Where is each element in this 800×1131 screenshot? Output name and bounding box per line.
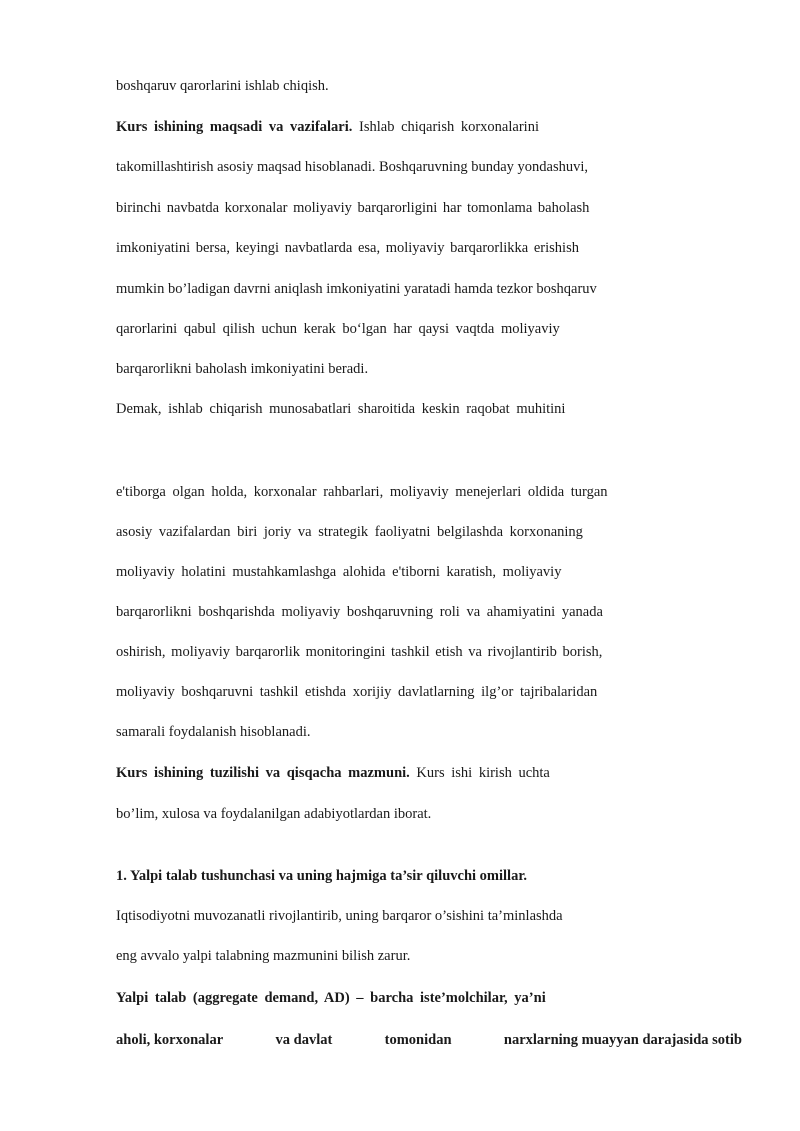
goals-line: Ishlab chiqarish korxonalarini — [359, 119, 539, 135]
goals-line: birinchi navbatda korxonalar moliyaviy barqarorligini har tomonlama baholash — [116, 200, 590, 216]
structure-line: Kurs ishi kirish uchta — [416, 765, 550, 781]
definition-word: narxlarning muayyan darajasida sotib — [503, 1032, 742, 1048]
structure-line: bo’lim, xulosa va foydalanilgan adabiyotlardan iborat. — [116, 806, 432, 822]
section-line: eng avvalo yalpi talabning mazmunini bilish zarur. — [116, 948, 411, 964]
conclusion-line: moliyaviy boshqaruvni tashkil etishda xorijiy davlatlarning ilg’or tajribalaridan — [116, 684, 598, 700]
conclusion-line: oshirish, moliyaviy barqarorlik monitoringini tashkil etish va rivojlantirib borish, — [116, 644, 603, 660]
definition-word: aholi, korxonalar — [116, 1032, 224, 1048]
goals-heading: Kurs ishining maqsadi va vazifalari. — [116, 119, 353, 135]
structure-heading: Kurs ishining tuzilishi va qisqacha mazmuni. — [116, 765, 410, 781]
definition-line: Yalpi talab (aggregate demand, AD) – barcha iste’molchilar, ya’ni — [116, 990, 546, 1006]
goals-line: takomillashtirish asosiy maqsad hisoblanadi. Boshqaruvning bunday yondashuvi, — [116, 159, 589, 175]
conclusion-line: barqarorlikni boshqarishda moliyaviy boshqaruvning roli va ahamiyatini yanada — [116, 604, 603, 620]
paragraph-continuation: boshqaruv qarorlarini ishlab chiqish. — [116, 78, 329, 94]
goals-first-line — [116, 119, 539, 136]
goals-line: barqarorlikni baholash imkoniyatini beradi. — [116, 361, 369, 377]
goals-line: Demak, ishlab chiqarish munosabatlari sharoitida keskin raqobat muhitini — [116, 401, 566, 417]
definition-line-justified — [116, 1032, 742, 1049]
conclusion-line: moliyaviy holatini mustahkamlashga alohida e'tiborni karatish, moliyaviy — [116, 564, 562, 580]
conclusion-line: asosiy vazifalardan biri joriy va strategik faoliyatni belgilashda korxonaning — [116, 524, 583, 540]
section-line: Iqtisodiyotni muvozanatli rivojlantirib, uning barqaror o’sishini ta’minlashda — [116, 908, 563, 924]
goals-line: mumkin bo’ladigan davrni aniqlash imkoniyatini yaratadi hamda tezkor boshqaruv — [116, 281, 597, 297]
conclusion-line: e'tiborga olgan holda, korxonalar rahbarlari, moliyaviy menejerlari oldida turgan — [116, 484, 608, 500]
conclusion-line: samarali foydalanish hisoblanadi. — [116, 724, 311, 740]
goals-line: qarorlarini qabul qilish uchun kerak bo‘lgan har qaysi vaqtda moliyaviy — [116, 321, 560, 337]
definition-word: tomonidan — [384, 1032, 452, 1048]
structure-first-line — [116, 765, 550, 782]
goals-line: imkoniyatini bersa, keyingi navbatlarda esa, moliyaviy barqarorlikka erishish — [116, 240, 579, 256]
section-heading: 1. Yalpi talab tushunchasi va uning hajmiga ta’sir qiluvchi omillar. — [116, 868, 528, 884]
definition-word: va davlat — [275, 1032, 333, 1048]
